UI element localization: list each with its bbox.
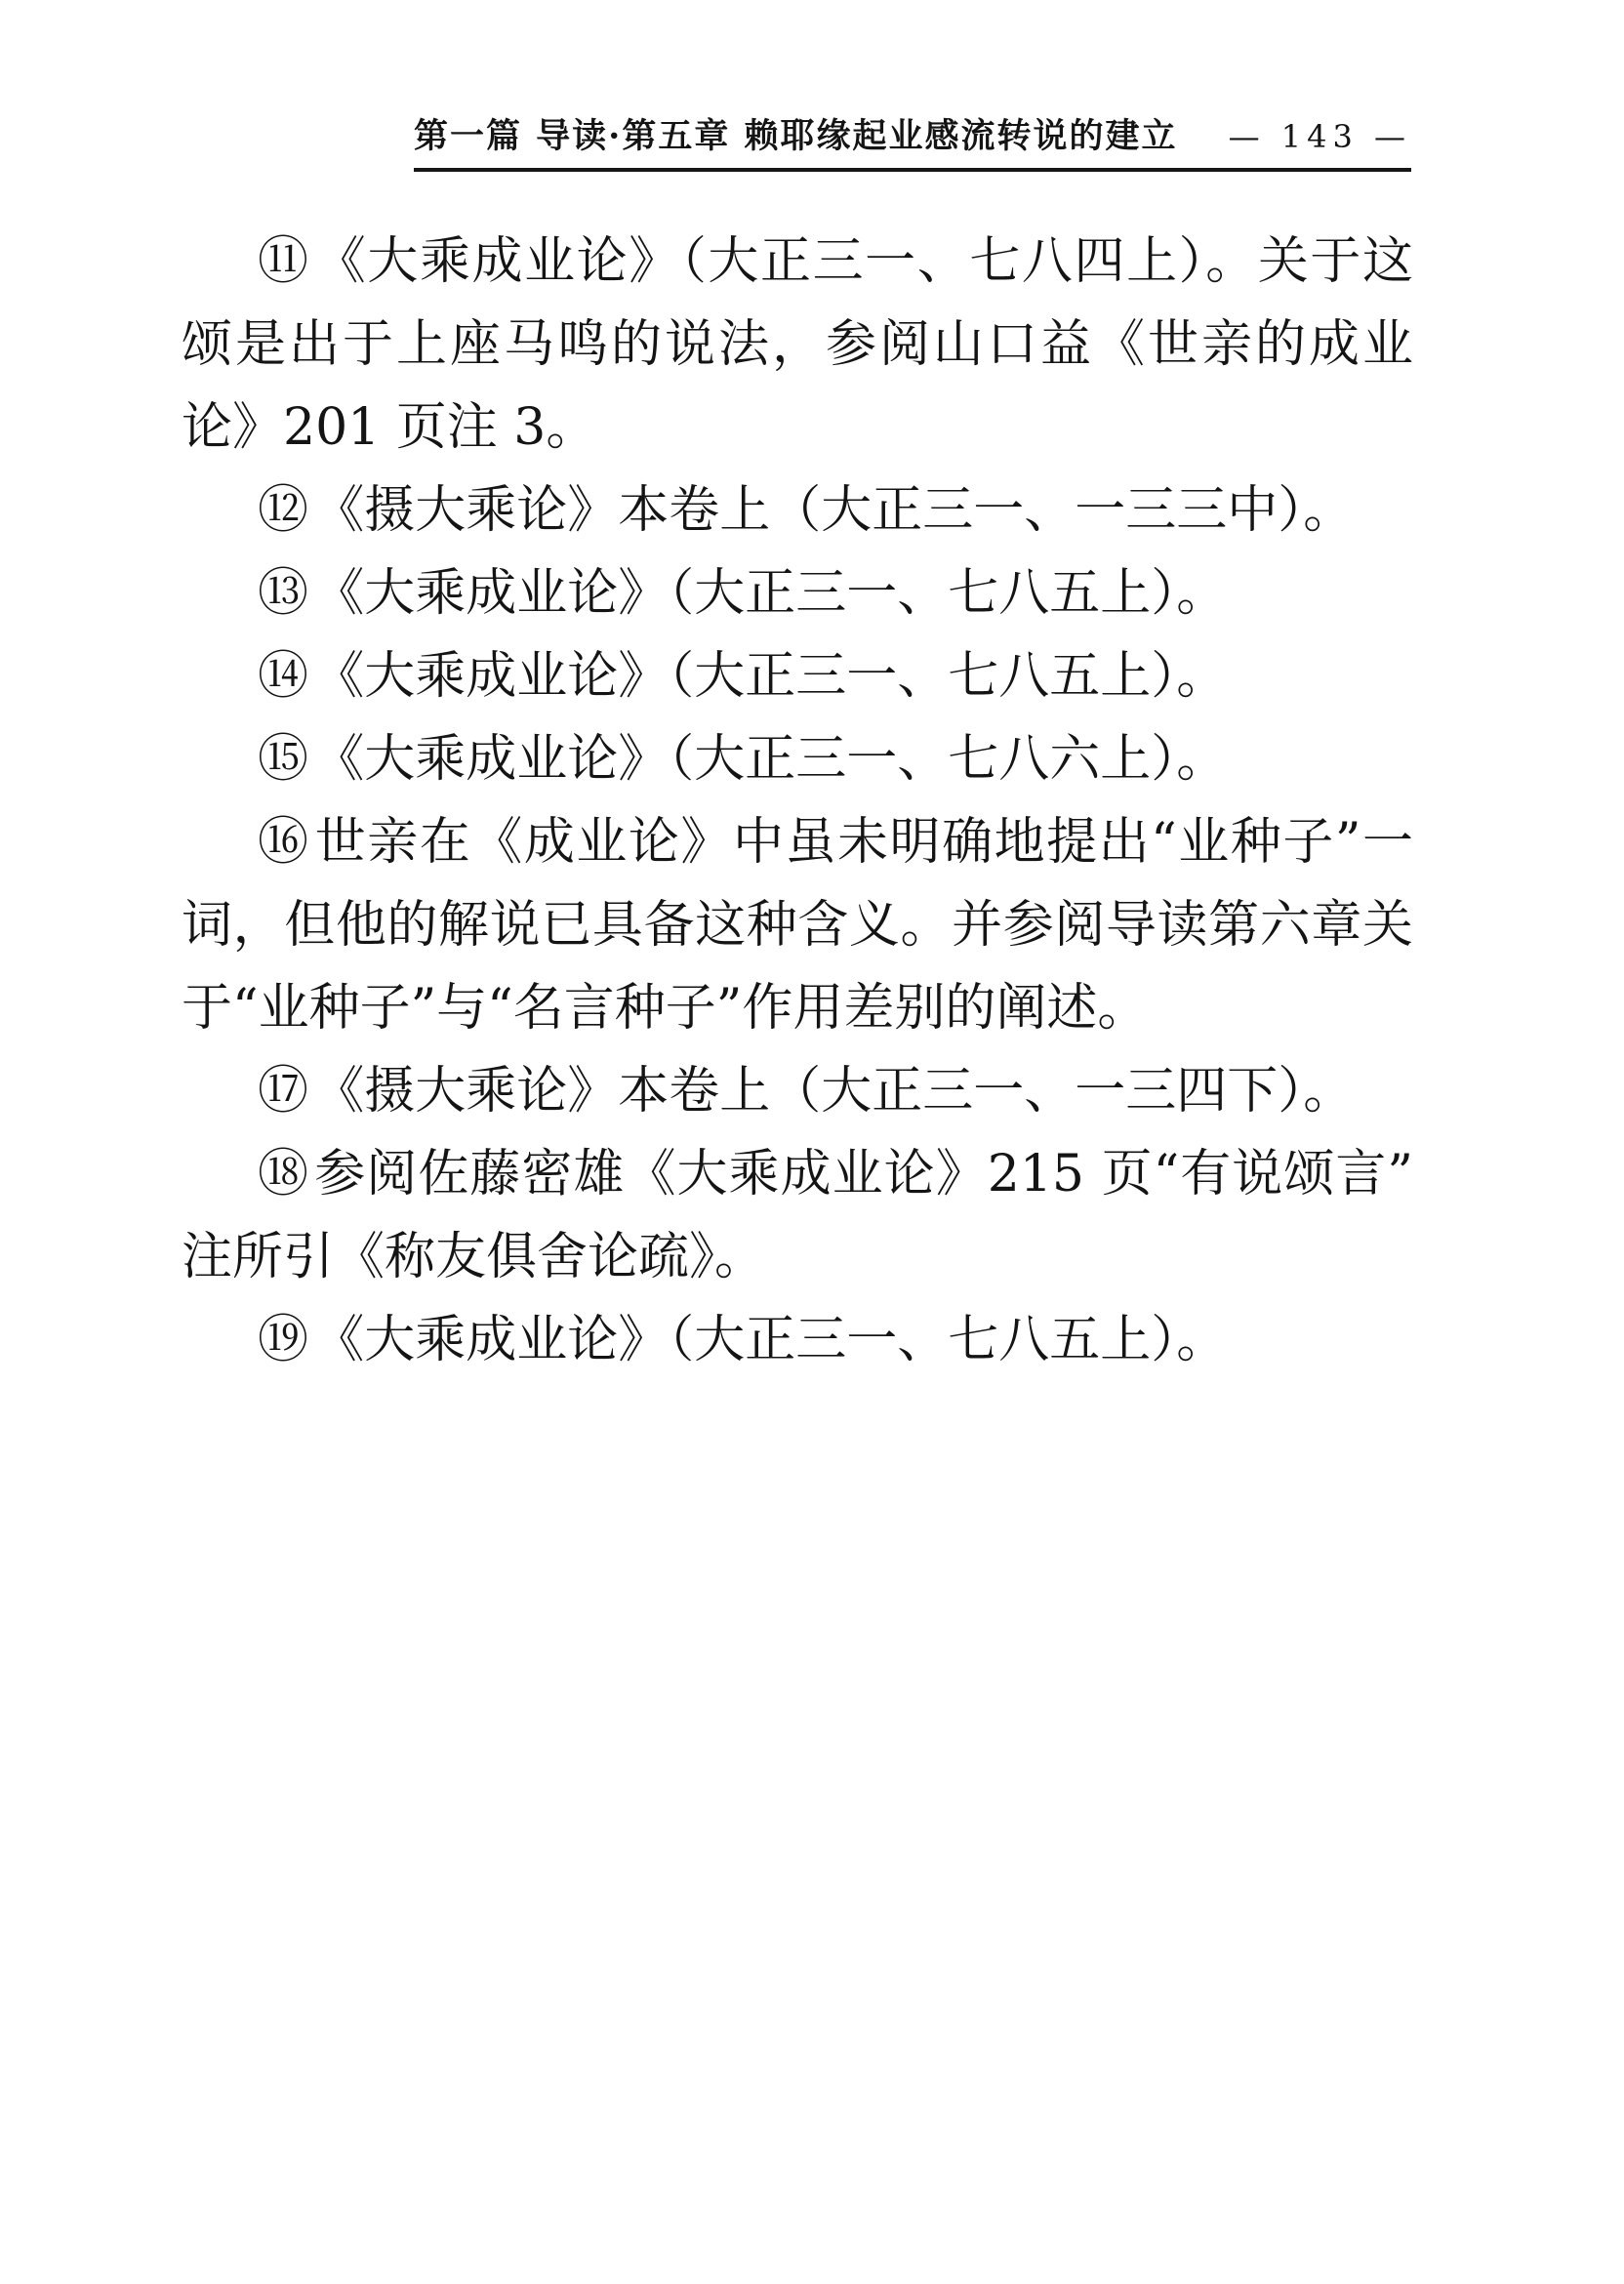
endnote-item xyxy=(182,1050,1413,1133)
endnote-item xyxy=(182,635,1413,718)
endnote-item xyxy=(182,1299,1413,1382)
endnote-circled-number: ⑰ xyxy=(258,1062,309,1121)
endnote-circled-number: ⑪ xyxy=(258,232,310,291)
endnote-text: 《摄大乘论》本卷上（大正三一、一三四下）。 xyxy=(313,1062,1355,1121)
endnote-text: 《大乘成业论》（大正三一、七八六上）。 xyxy=(313,730,1228,789)
endnote-text: 《摄大乘论》本卷上（大正三一、一三三中）。 xyxy=(313,481,1355,540)
endnote-item xyxy=(182,552,1413,635)
endnote-item xyxy=(182,801,1413,1050)
endnote-circled-number: ⑲ xyxy=(258,1311,309,1369)
endnote-circled-number: ⑯ xyxy=(258,813,310,872)
endnote-text: 《大乘成业论》（大正三一、七八四上）。关于这颂是出于上座马鸣的说法，参阅山口益《世亲的成业论》201 页注 3。 xyxy=(182,232,1413,457)
running-head-title: 第一篇 导读·第五章 赖耶缘起业感流转说的建立 xyxy=(414,116,1178,156)
endnote-item xyxy=(182,718,1413,801)
endnote-text: 参阅佐藤密雄《大乘成业论》215 页“有说颂言”注所引《称友俱舍论疏》。 xyxy=(182,1145,1413,1286)
endnote-circled-number: ⑬ xyxy=(258,564,309,623)
endnote-item xyxy=(182,221,1413,469)
endnote-circled-number: ⑫ xyxy=(258,481,309,540)
page-number: — 143 — xyxy=(1228,118,1411,155)
endnote-text: 世亲在《成业论》中虽未明确地提出“业种子”一词，但他的解说已具备这种含义。并参阅导读第六章关于“业种子”与“名言种子”作用差别的阐述。 xyxy=(182,813,1413,1038)
endnote-circled-number: ⑮ xyxy=(258,730,309,789)
endnote-item xyxy=(182,469,1413,552)
endnote-item xyxy=(182,1133,1413,1299)
endnote-circled-number: ⑱ xyxy=(258,1145,310,1203)
endnote-text: 《大乘成业论》（大正三一、七八五上）。 xyxy=(313,647,1228,706)
page-header xyxy=(414,109,1411,172)
endnote-text: 《大乘成业论》（大正三一、七八五上）。 xyxy=(313,1311,1228,1369)
endnote-text: 《大乘成业论》（大正三一、七八五上）。 xyxy=(313,564,1228,623)
endnote-circled-number: ⑭ xyxy=(258,647,309,706)
endnotes-section xyxy=(182,221,1413,1382)
